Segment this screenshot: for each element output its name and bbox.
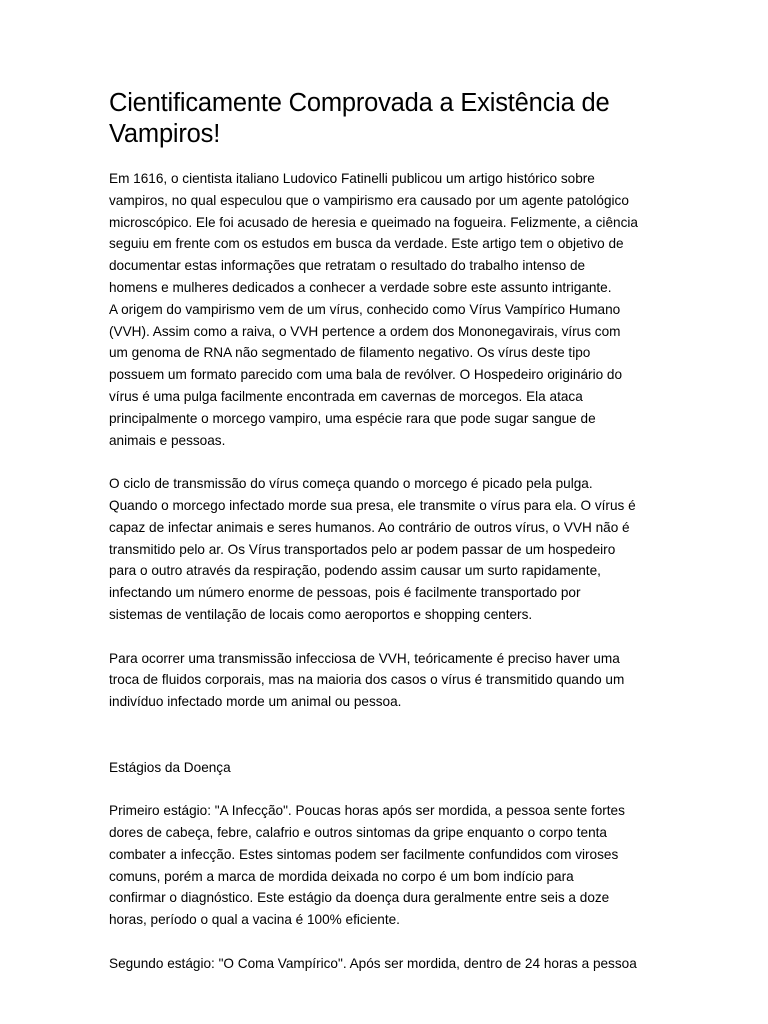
- text-line: indivíduo infectado morde um animal ou pessoa.: [109, 694, 402, 710]
- paragraph-transmission: [109, 473, 661, 626]
- text-line: Segundo estágio: "O Coma Vampírico". Após ser mordida, dentro de 24 horas a pessoa: [109, 955, 637, 971]
- text-line: horas, período o qual a vacina é 100% eficiente.: [109, 912, 400, 928]
- paragraph-spacer: [109, 713, 661, 757]
- text-line: animais e pessoas.: [109, 432, 226, 448]
- paragraph-intro: [109, 168, 661, 451]
- text-line: Para ocorrer uma transmissão infecciosa de VVH, teóricamente é preciso haver uma: [109, 650, 620, 666]
- text-line: microscópico. Ele foi acusado de heresia e queimado na fogueira. Felizmente, a ciência: [109, 214, 638, 230]
- text-line: combater a infecção. Estes sintomas podem ser facilmente confundidos com viroses: [109, 846, 619, 862]
- text-line: seguiu em frente com os estudos em busca da verdade. Este artigo tem o objetivo de: [109, 236, 624, 252]
- text-line: troca de fluidos corporais, mas na maioria dos casos o vírus é transmitido quando um: [109, 672, 625, 688]
- text-line: O ciclo de transmissão do vírus começa quando o morcego é picado pela pulga.: [109, 476, 593, 492]
- text-line: vampiros, no qual especulou que o vampirismo era causado por um agente patológico: [109, 192, 629, 208]
- paragraph-spacer: [109, 931, 661, 953]
- title-line: Vampiros!: [109, 120, 221, 148]
- text-line: homens e mulheres dedicados a conhecer a verdade sobre este assunto intrigante.: [109, 279, 612, 295]
- section-heading-stages: [109, 757, 661, 779]
- text-line: Primeiro estágio: "A Infecção". Poucas horas após ser mordida, a pessoa sente fortes: [109, 803, 625, 819]
- text-line: documentar estas informações que retratam o resultado do trabalho intenso de: [109, 258, 586, 274]
- title-line: Cientificamente Comprovada a Existência de: [109, 89, 610, 117]
- text-line: transmitido pelo ar. Os Vírus transportados pelo ar podem passar de um hospedeiro: [109, 541, 616, 557]
- text-line: Quando o morcego infectado morde sua presa, ele transmite o vírus para ela. O vírus é: [109, 497, 636, 513]
- paragraph-spacer: [109, 451, 661, 473]
- text-line: para o outro através da respiração, podendo assim causar um surto rapidamente,: [109, 563, 601, 579]
- text-line: sistemas de ventilação de locais como aeroportos e shopping centers.: [109, 606, 533, 622]
- text-line: principalmente o morcego vampiro, uma espécie rara que pode sugar sangue de: [109, 410, 596, 426]
- paragraph-second-stage: [109, 953, 661, 975]
- text-line: vírus é uma pulga facilmente encontrada em cavernas de morcegos. Ela ataca: [109, 388, 583, 404]
- document-title: [109, 88, 661, 150]
- text-line: dores de cabeça, febre, calafrio e outros sintomas da gripe enquanto o corpo tenta: [109, 824, 607, 840]
- paragraph-infection-route: [109, 648, 661, 713]
- text-line: A origem do vampirismo vem de um vírus, conhecido como Vírus Vampírico Humano: [109, 301, 621, 317]
- text-line: confirmar o diagnóstico. Este estágio da doença dura geralmente entre seis a doze: [109, 890, 610, 906]
- text-line: (VVH). Assim como a raiva, o VVH pertence a ordem dos Mononegavirais, vírus com: [109, 323, 621, 339]
- paragraph-first-stage: [109, 800, 661, 931]
- text-line: possuem um formato parecido com uma bala de revólver. O Hospedeiro originário do: [109, 367, 623, 383]
- text-line: Em 1616, o cientista italiano Ludovico Fatinelli publicou um artigo histórico sobre: [109, 171, 595, 186]
- text-line: Estágios da Doença: [109, 759, 231, 775]
- text-line: comuns, porém a marca de mordida deixada no corpo é um bom indício para: [109, 868, 574, 884]
- text-line: um genoma de RNA não segmentado de filamento negativo. Os vírus deste tipo: [109, 345, 591, 361]
- paragraph-spacer: [109, 626, 661, 648]
- paragraph-spacer: [109, 778, 661, 800]
- text-line: capaz de infectar animais e seres humanos. Ao contrário de outros vírus, o VVH não é: [109, 519, 630, 535]
- document-page: [109, 88, 661, 974]
- text-line: infectando um número enorme de pessoas, pois é facilmente transportado por: [109, 585, 581, 601]
